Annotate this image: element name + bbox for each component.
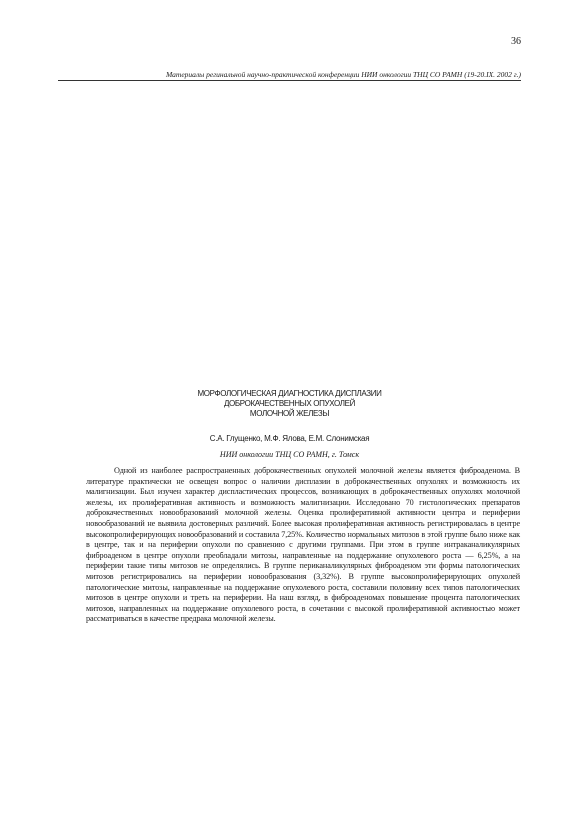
article-abstract: Одной из наиболее распространенных доброкачественных опухолей молочной железы является фиброаденома. В литературе практически не освещен вопрос о наличии дисплазии в доброкачественных опухолях и возможность их малигнизации. Был изучен характер диспластических процессов, возникающих в доброкачественных опухолях молочной железы, их пролиферативная активность и возможность малигнизации. Исследовано 70 гистологических препаратов доброкачественных новообразований молочной железы. Оценка пролиферативной активности центра и периферии новообразований не выявила достоверных различий. Более высокая пролиферативная активность регистрировалась в центре высокопролиферирующих новообразований и составила 7,25%. Количество нормальных митозов в этой группе было ниже как в центре, так и на периферии опухоли по сравнению с другими группами. При этом в группе интраканаликулярных фиброаденом в центре опухоли преобладали митозы, направленные на поддержание опухолевого роста — 6,25%, а на периферии такие типы митозов не определялись. В группе периканаликулярных фиброаденом эти формы патологических митозов регистрировались на периферии новообразования (3,32%). В группе высокопролиферирующих опухолей патологические митозы, направленные на поддержание опухолевого роста, составили половину всех типов патологических митозов в центре опухоли и треть на периферии. На наш взгляд, в фиброаденомах повышение процента патологических митозов, направленных на поддержание опухолевого роста, в сочетании с высокой пролиферативной активностью может рассматриваться в качестве предрака молочной железы.	[86, 466, 520, 624]
article-authors: С.А. Глущенко, М.Ф. Ялова, Е.М. Слонимская	[209, 434, 370, 443]
article-title-line: ДОБРОКАЧЕСТВЕННЫХ ОПУХОЛЕЙ	[223, 399, 356, 408]
header-rule	[58, 80, 521, 81]
article-affiliation: НИИ онкологии ТНЦ СО РАМН, г. Томск	[219, 450, 360, 459]
page-number: 36	[511, 36, 521, 47]
article-title	[0, 389, 579, 419]
article-title-line: МОРФОЛОГИЧЕСКАЯ ДИАГНОСТИКА ДИСПЛАЗИИ	[197, 389, 382, 398]
article-title-line: МОЛОЧНОЙ ЖЕЛЕЗЫ	[249, 409, 330, 418]
running-header: Материалы регинальной научно-практической конференции НИИ онкологии ТНЦ СО РАМН (19-20.IX. 2002 г.)	[166, 70, 521, 79]
